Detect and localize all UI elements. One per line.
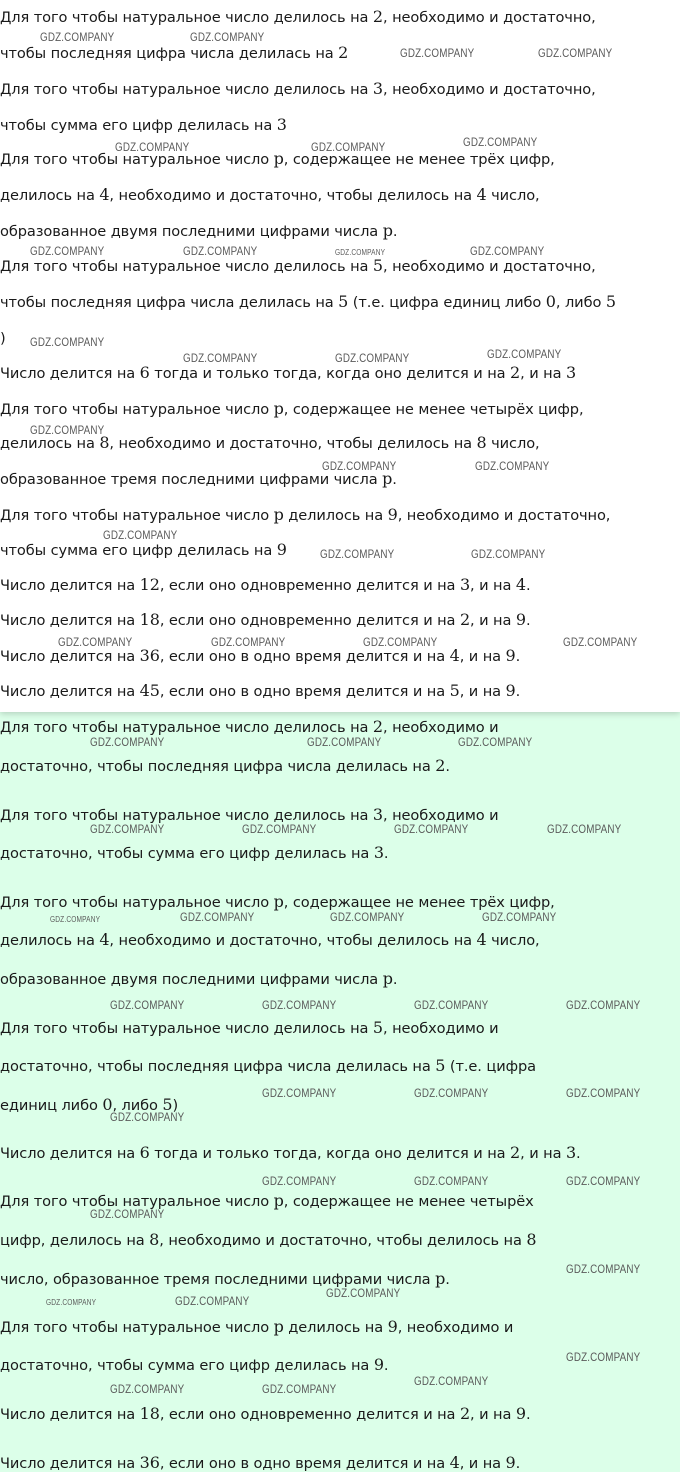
watermark-text: GDZ.COMPANY [110, 998, 185, 1012]
text-line [0, 1192, 534, 1211]
watermark-text: GDZ.COMPANY [211, 635, 286, 649]
text-segment: Для того чтобы натуральное число делилось на [0, 719, 373, 736]
watermark-text: GDZ.COMPANY [414, 1174, 489, 1188]
text-segment: делилось на [0, 435, 100, 452]
math-value: 3 [372, 805, 384, 824]
text-segment: Число делится на [0, 577, 140, 594]
text-segment: Число делится на [0, 612, 140, 629]
text-line [0, 44, 348, 63]
watermark-text: GDZ.COMPANY [110, 1110, 185, 1124]
math-value: 2 [510, 1143, 521, 1162]
text-segment: , и на [459, 648, 506, 665]
watermark-text: GDZ.COMPANY [40, 30, 115, 44]
math-value: 5 [605, 292, 616, 311]
text-segment: делилось на [0, 187, 100, 204]
text-line [0, 611, 531, 630]
text-segment: , необходимо и [383, 1020, 499, 1037]
text-segment: Число делится на [0, 683, 140, 700]
math-value: 2 [338, 43, 349, 62]
text-segment: , необходимо и [383, 719, 499, 736]
text-segment: , содержащее не менее четырёх [283, 1193, 534, 1210]
watermark-text: GDZ.COMPANY [115, 140, 190, 154]
watermark-text: GDZ.COMPANY [394, 822, 469, 836]
math-value: 45 [139, 681, 160, 700]
text-segment: , и на [520, 365, 566, 382]
watermark-text: GDZ.COMPANY [414, 1086, 489, 1100]
watermark-text: GDZ.COMPANY [566, 1262, 641, 1276]
watermark-text: GDZ.COMPANY [183, 351, 258, 365]
text-segment: достаточно, чтобы последняя цифра числа делилась на [0, 1058, 436, 1075]
text-segment: . [445, 758, 450, 775]
watermark-text: GDZ.COMPANY [363, 635, 438, 649]
text-line [0, 1057, 536, 1076]
text-segment: , и на [470, 612, 516, 629]
text-segment: . [445, 1271, 450, 1288]
math-value: p [273, 1191, 284, 1210]
text-segment: , необходимо и достаточно, чтобы делилось на [109, 932, 477, 949]
text-segment: число, образованное тремя последними цифрами числа [0, 1271, 436, 1288]
watermark-text: GDZ.COMPANY [30, 244, 105, 258]
math-value: 8 [99, 433, 110, 452]
watermark-text: GDZ.COMPANY [190, 30, 265, 44]
text-segment: достаточно, чтобы сумма его цифр делилась на [0, 1357, 374, 1374]
text-segment: образованное двумя последними цифрами числа [0, 971, 383, 988]
math-value: 3 [373, 843, 384, 862]
text-line [0, 1231, 536, 1250]
text-line [0, 293, 616, 312]
text-segment: , и на [470, 577, 516, 594]
math-value: 18 [139, 610, 160, 629]
text-line [0, 844, 388, 863]
math-value: 9 [387, 1317, 398, 1336]
text-segment: . [515, 683, 521, 700]
math-value: 6 [139, 363, 150, 382]
math-value: 3 [565, 1143, 577, 1162]
watermark-text: GDZ.COMPANY [566, 1350, 641, 1364]
math-value: 2 [372, 717, 384, 736]
math-value: 3 [276, 115, 287, 134]
math-value: 9 [276, 540, 287, 559]
math-value: 4 [449, 1453, 460, 1472]
text-segment: . [515, 648, 521, 665]
watermark-text: GDZ.COMPANY [46, 1298, 97, 1307]
text-line [0, 116, 287, 135]
watermark-text: GDZ.COMPANY [110, 1382, 185, 1396]
text-segment: , и на [470, 1406, 516, 1423]
text-segment: . [576, 1145, 581, 1162]
watermark-text: GDZ.COMPANY [566, 1086, 641, 1100]
text-line [0, 150, 555, 169]
watermark-text: GDZ.COMPANY [175, 1294, 250, 1308]
math-value: 0 [102, 1095, 113, 1114]
math-value: p [273, 505, 284, 524]
watermark-text: GDZ.COMPANY [566, 998, 641, 1012]
watermark-text: GDZ.COMPANY [320, 547, 395, 561]
text-segment: Для того чтобы натуральное число [0, 1193, 274, 1210]
top-solution-panel [0, 0, 680, 712]
text-line [0, 506, 610, 525]
text-segment: образованное двумя последними цифрами числа [0, 223, 383, 240]
watermark-text: GDZ.COMPANY [475, 459, 550, 473]
math-value: 2 [510, 363, 521, 382]
text-segment: , если оно в одно время делится и на [159, 648, 450, 665]
text-segment: , содержащее не менее четырёх цифр, [283, 401, 584, 418]
math-value: 36 [139, 646, 160, 665]
text-segment: , необходимо и достаточно, чтобы делилось на [109, 187, 477, 204]
watermark-text: GDZ.COMPANY [242, 822, 317, 836]
text-line [0, 1454, 520, 1472]
watermark-text: GDZ.COMPANY [90, 822, 165, 836]
text-line [0, 186, 540, 205]
text-segment: , содержащее не менее трёх цифр, [283, 151, 555, 168]
math-value: 5 [162, 1095, 173, 1114]
text-line [0, 8, 596, 27]
math-value: 2 [435, 756, 446, 775]
text-line [0, 1144, 581, 1163]
math-value: 5 [338, 292, 349, 311]
text-segment: образованное тремя последними цифрами числа [0, 471, 383, 488]
watermark-text: GDZ.COMPANY [322, 459, 397, 473]
text-segment: , необходимо и достаточно, [383, 9, 596, 26]
watermark-text: GDZ.COMPANY [487, 347, 562, 361]
text-segment: Для того чтобы натуральное число делилось на [0, 81, 373, 98]
math-value: 9 [373, 1355, 384, 1374]
text-segment: , необходимо и [383, 807, 499, 824]
text-segment: число, [486, 435, 540, 452]
text-segment: достаточно, чтобы сумма его цифр делилась на [0, 845, 374, 862]
text-segment: Для того чтобы натуральное число [0, 1319, 274, 1336]
text-segment: Для того чтобы натуральное число делилось на [0, 9, 373, 26]
watermark-text: GDZ.COMPANY [471, 547, 546, 561]
watermark-text: GDZ.COMPANY [307, 735, 382, 749]
watermark-text: GDZ.COMPANY [262, 1174, 337, 1188]
text-line [0, 257, 596, 276]
watermark-text: GDZ.COMPANY [414, 1374, 489, 1388]
watermark-text: GDZ.COMPANY [470, 244, 545, 258]
text-segment: . [383, 845, 389, 862]
watermark-text: GDZ.COMPANY [103, 528, 178, 542]
text-segment: число, [486, 187, 540, 204]
math-value: p [273, 149, 284, 168]
text-segment: . [525, 612, 531, 629]
math-value: 4 [515, 575, 526, 594]
bottom-solution-panel [0, 712, 680, 1472]
math-value: p [435, 1269, 446, 1288]
text-segment: Для того чтобы натуральное число [0, 507, 274, 524]
watermark-text: GDZ.COMPANY [463, 135, 538, 149]
math-value: 3 [565, 363, 577, 382]
math-value: 18 [139, 1404, 160, 1423]
text-line [0, 970, 397, 989]
watermark-text: GDZ.COMPANY [262, 998, 337, 1012]
text-segment: делилось на [0, 932, 100, 949]
text-line [0, 576, 531, 595]
text-segment: Число делится на [0, 648, 140, 665]
text-line [0, 682, 520, 701]
watermark-text: GDZ.COMPANY [547, 822, 622, 836]
text-segment: Для того чтобы натуральное число [0, 151, 274, 168]
math-value: 5 [372, 256, 384, 275]
text-segment: ) [172, 1097, 179, 1114]
watermark-text: GDZ.COMPANY [563, 635, 638, 649]
math-value: p [273, 892, 284, 911]
text-segment: , необходимо и достаточно, чтобы делилось на [159, 1232, 527, 1249]
text-segment: единиц либо [0, 1097, 103, 1114]
watermark-text: GDZ.COMPANY [262, 1086, 337, 1100]
text-segment: . [525, 577, 531, 594]
math-value: 9 [505, 646, 516, 665]
math-value: 5 [449, 681, 460, 700]
text-line [0, 647, 520, 666]
math-value: 8 [526, 1230, 537, 1249]
math-value: 12 [139, 575, 160, 594]
text-line [0, 80, 596, 99]
watermark-text: GDZ.COMPANY [90, 1207, 165, 1221]
text-segment: , необходимо и достаточно, [397, 507, 611, 524]
text-segment: , необходимо и достаточно, чтобы делилось на [109, 435, 477, 452]
text-segment: тогда и только тогда, когда оно делится и на [149, 1145, 511, 1162]
text-line [0, 1318, 513, 1337]
text-segment: . [525, 1406, 531, 1423]
math-value: 6 [139, 1143, 150, 1162]
text-line [0, 541, 287, 560]
math-value: p [382, 469, 393, 488]
text-segment: чтобы сумма его цифр делилась на [0, 117, 277, 134]
text-line [0, 400, 584, 419]
text-segment: Для того чтобы натуральное число делилось на [0, 807, 373, 824]
watermark-text: GDZ.COMPANY [335, 248, 386, 257]
text-segment: , если оно в одно время делится и на [159, 683, 450, 700]
text-line [0, 1356, 388, 1375]
text-segment: Число делится на [0, 1455, 140, 1472]
watermark-text: GDZ.COMPANY [482, 910, 557, 924]
watermark-text: GDZ.COMPANY [311, 140, 386, 154]
text-segment: Число делится на [0, 365, 140, 382]
watermark-text: GDZ.COMPANY [326, 1286, 401, 1300]
watermark-text: GDZ.COMPANY [262, 1382, 337, 1396]
text-segment: делилось на [283, 507, 388, 524]
text-segment: Для того чтобы натуральное число [0, 401, 274, 418]
watermark-text: GDZ.COMPANY [30, 335, 105, 349]
text-segment: делилось на [283, 1319, 388, 1336]
math-value: 2 [459, 1404, 471, 1423]
text-segment: , если оно одновременно делится и на [159, 612, 460, 629]
math-value: 4 [99, 930, 110, 949]
text-segment: чтобы последняя цифра числа делилась на [0, 294, 339, 311]
text-segment: достаточно, чтобы последняя цифра числа делилась на [0, 758, 436, 775]
text-segment: ) [0, 330, 6, 347]
text-line [0, 893, 555, 912]
text-segment: . [392, 471, 397, 488]
text-segment: цифр, делилось на [0, 1232, 150, 1249]
watermark-text: GDZ.COMPANY [458, 735, 533, 749]
text-segment: чтобы последняя цифра числа делилась на [0, 45, 339, 62]
math-value: 3 [459, 575, 471, 594]
math-value: p [382, 969, 393, 988]
math-value: 2 [459, 610, 471, 629]
watermark-text: GDZ.COMPANY [330, 910, 405, 924]
text-segment: , если оно одновременно делится и на [159, 1406, 460, 1423]
math-value: 0 [545, 292, 556, 311]
watermark-text: GDZ.COMPANY [180, 910, 255, 924]
text-segment: тогда и только тогда, когда оно делится и на [149, 365, 511, 382]
text-line [0, 757, 450, 776]
math-value: p [382, 221, 393, 240]
text-line [0, 330, 6, 348]
math-value: p [273, 1317, 284, 1336]
math-value: 2 [372, 7, 384, 26]
watermark-text: GDZ.COMPANY [566, 1174, 641, 1188]
watermark-text: GDZ.COMPANY [335, 351, 410, 365]
text-segment: , необходимо и достаточно, [383, 258, 596, 275]
watermark-text: GDZ.COMPANY [58, 635, 133, 649]
text-line [0, 222, 397, 241]
text-segment: (т.е. цифра единиц либо [348, 294, 546, 311]
watermark-text: GDZ.COMPANY [400, 46, 475, 60]
text-line [0, 364, 576, 383]
text-segment: , необходимо и достаточно, [383, 81, 596, 98]
math-value: p [273, 399, 284, 418]
watermark-text: GDZ.COMPANY [30, 423, 105, 437]
math-value: 4 [449, 646, 460, 665]
text-line [0, 1019, 499, 1038]
math-value: 9 [505, 1453, 516, 1472]
text-segment: . [515, 1455, 521, 1472]
text-segment: , либо [112, 1097, 163, 1114]
text-segment: , если оно в одно время делится и на [159, 1455, 450, 1472]
watermark-text: GDZ.COMPANY [90, 735, 165, 749]
text-segment: . [392, 223, 398, 240]
math-value: 8 [476, 433, 487, 452]
text-segment: чтобы сумма его цифр делилась на [0, 542, 277, 559]
math-value: 3 [372, 79, 384, 98]
text-segment: Число делится на [0, 1406, 140, 1423]
text-segment: , и на [459, 683, 506, 700]
text-segment: , либо [555, 294, 606, 311]
math-value: 9 [387, 505, 398, 524]
text-segment: , содержащее не менее трёх цифр, [283, 894, 555, 911]
math-value: 4 [476, 930, 487, 949]
math-value: 4 [99, 185, 110, 204]
math-value: 4 [476, 185, 487, 204]
text-segment: , если оно одновременно делится и на [159, 577, 460, 594]
text-segment: . [383, 1357, 389, 1374]
math-value: 5 [435, 1056, 446, 1075]
math-value: 36 [139, 1453, 160, 1472]
math-value: 5 [372, 1018, 384, 1037]
text-segment: . [392, 971, 398, 988]
text-segment: (т.е. цифра [445, 1058, 536, 1075]
text-segment: , и на [459, 1455, 506, 1472]
text-segment: Для того чтобы натуральное число [0, 894, 274, 911]
math-value: 9 [515, 1404, 526, 1423]
text-line [0, 1405, 531, 1424]
watermark-text: GDZ.COMPANY [414, 998, 489, 1012]
text-segment: Для того чтобы натуральное число делилось на [0, 258, 373, 275]
text-segment: Число делится на [0, 1145, 140, 1162]
math-value: 9 [515, 610, 526, 629]
watermark-text: GDZ.COMPANY [183, 244, 258, 258]
watermark-text: GDZ.COMPANY [538, 46, 613, 60]
watermark-text: GDZ.COMPANY [50, 915, 101, 924]
math-value: 9 [505, 681, 516, 700]
text-segment: , необходимо и [397, 1319, 514, 1336]
text-line [0, 718, 499, 737]
text-segment: , и на [520, 1145, 566, 1162]
math-value: 8 [149, 1230, 160, 1249]
text-segment: число, [486, 932, 540, 949]
text-line [0, 931, 540, 950]
text-segment: Для того чтобы натуральное число делилось на [0, 1020, 373, 1037]
